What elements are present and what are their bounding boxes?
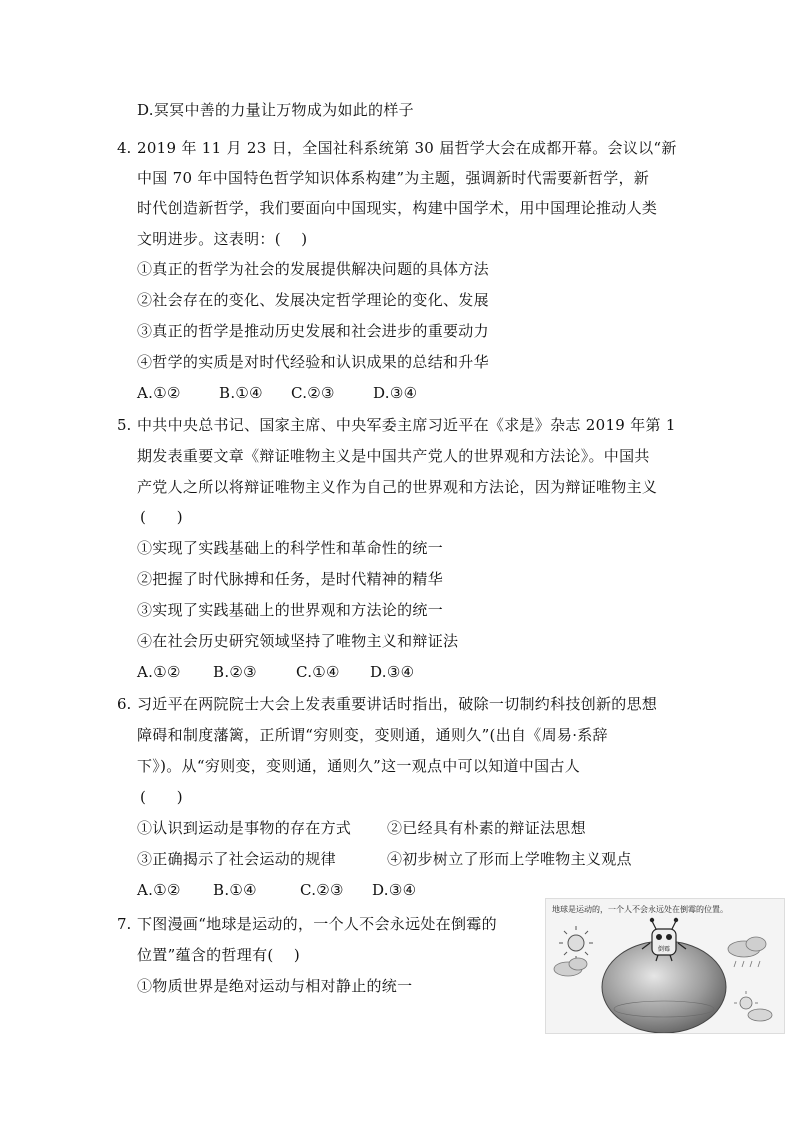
q6-stem-line-1: 习近平在两院院士大会上发表重要讲话时指出，破除一切制约科技创新的思想 <box>137 695 658 713</box>
q4-number: 4. <box>117 139 132 157</box>
q7-item-1: ①物质世界是绝对运动与相对静止的统一 <box>137 977 413 995</box>
cloud-icon <box>554 958 587 976</box>
q6-option-a: A.①② <box>137 881 181 899</box>
q5-stem-line-3: 产党人之所以将辩证唯物主义作为自己的世界观和方法论，因为辩证唯物主义 <box>137 478 658 496</box>
q5-stem-line-4: ( ) <box>140 508 183 526</box>
q4-options <box>137 383 417 403</box>
q4-item-3: ③真正的哲学是推动历史发展和社会进步的重要动力 <box>137 322 489 340</box>
q6-stem-line-2: 障碍和制度藩篱，正所谓“穷则变，变则通，通则久”(出自《周易·系辞 <box>137 726 608 744</box>
cartoon-drawing <box>546 899 785 1034</box>
q5-option-a: A.①② <box>137 663 181 681</box>
cartoon-face-text: 倒霉 <box>657 946 671 953</box>
q5-item-2: ②把握了时代脉搏和任务，是时代精神的精华 <box>137 570 444 588</box>
q5-stem-line-1: 中共中央总书记、国家主席、中央军委主席习近平在《求是》杂志 2019 年第 1 <box>137 416 676 434</box>
q4-stem-line-3: 时代创造新哲学，我们要面向中国现实，构建中国学术，用中国理论推动人类 <box>137 199 658 217</box>
rain-cloud-icon <box>728 937 766 967</box>
q7-stem-line-1: 下图漫画“地球是运动的，一个人不会永远处在倒霉的 <box>137 915 497 933</box>
cartoon-image <box>545 898 785 1034</box>
q7-number: 7. <box>117 915 132 933</box>
q4-item-4: ④哲学的实质是对时代经验和认识成果的总结和升华 <box>137 353 489 371</box>
q6-number: 6. <box>117 695 132 713</box>
q4-stem-line-1: 2019 年 11 月 23 日，全国社科系统第 30 届哲学大会在成都开幕。会议以“新 <box>137 139 677 157</box>
cloud-small-icon <box>748 1009 772 1021</box>
q5-item-1: ①实现了实践基础上的科学性和革命性的统一 <box>137 539 444 557</box>
cartoon-caption: 地球是运动的，一个人不会永远处在倒霉的位置。 <box>552 905 728 914</box>
q6-option-d: D.③④ <box>372 881 417 899</box>
q5-stem-line-2: 期发表重要文章《辩证唯物主义是中国共产党人的世界观和方法论》。中国共 <box>137 447 650 465</box>
q5-item-4: ④在社会历史研究领域坚持了唯物主义和辩证法 <box>137 632 459 650</box>
q5-option-b: B.②③ <box>213 663 257 681</box>
q4-option-b: B.①④ <box>219 384 263 402</box>
q7-stem-line-2: 位置”蕴含的哲理有( ) <box>137 946 301 964</box>
q5-number: 5. <box>117 416 132 434</box>
q4-stem-line-4: 文明进步。这表明：( ) <box>137 230 308 248</box>
q6-options <box>137 880 416 900</box>
q6-option-b: B.①④ <box>213 881 257 899</box>
q4-item-2: ②社会存在的变化、发展决定哲学理论的变化、发展 <box>137 291 489 309</box>
q5-option-c: C.①④ <box>296 663 340 681</box>
q3-option-d: D.冥冥中善的力量让万物成为如此的样子 <box>137 101 414 119</box>
q6-item-2: ②已经具有朴素的辩证法思想 <box>387 819 586 837</box>
q6-item-1: ①认识到运动是事物的存在方式 <box>137 819 352 837</box>
q5-item-3: ③实现了实践基础上的世界观和方法论的统一 <box>137 601 444 619</box>
q6-stem-line-3: 下》)。从“穷则变，变则通，通则久”这一观点中可以知道中国古人 <box>137 757 580 775</box>
q6-stem-line-4: ( ) <box>140 788 183 806</box>
q4-option-d: D.③④ <box>373 384 418 402</box>
sun-icon <box>559 926 593 960</box>
q4-option-c: C.②③ <box>291 384 335 402</box>
q6-option-c: C.②③ <box>300 881 344 899</box>
q5-option-d: D.③④ <box>370 663 415 681</box>
q6-item-3: ③正确揭示了社会运动的规律 <box>137 850 336 868</box>
q6-item-4: ④初步树立了形而上学唯物主义观点 <box>387 850 632 868</box>
sun-small-icon <box>734 991 758 1009</box>
q4-stem-line-2: 中国 70 年中国特色哲学知识体系构建”为主题，强调新时代需要新哲学，新 <box>137 169 650 187</box>
q5-options <box>137 662 414 682</box>
q4-option-a: A.①② <box>137 384 181 402</box>
q4-item-1: ①真正的哲学为社会的发展提供解决问题的具体方法 <box>137 260 489 278</box>
